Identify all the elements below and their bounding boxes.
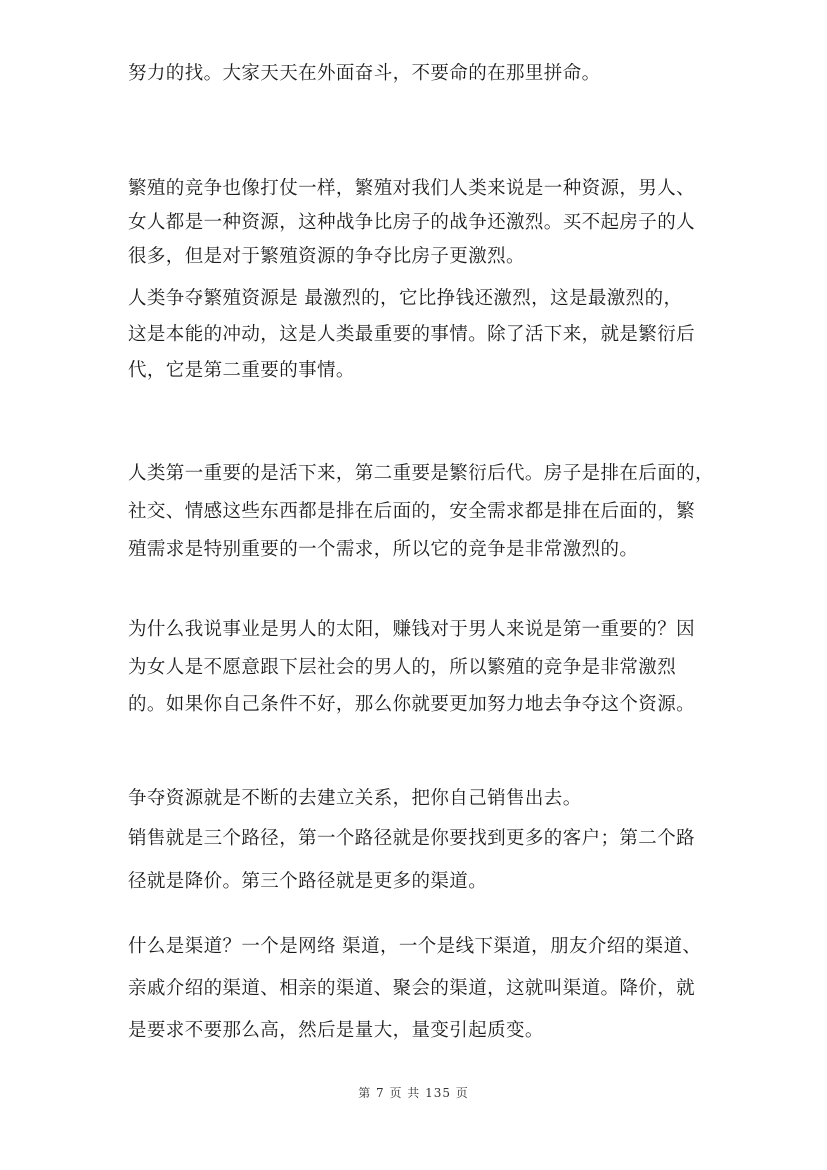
text-line: 争夺资源就是不断的去建立关系，把你自己销售出去。: [128, 788, 582, 809]
text-line: 人类争夺繁殖资源是 最激烈的，它比挣钱还激烈，这是最激烈的，: [128, 288, 683, 309]
text-line: 这是本能的冲动，这是人类最重要的事情。除了活下来，就是繁衍后: [128, 324, 696, 345]
text-line: 销售就是三个路径，第一个路径就是你要找到更多的客户；第二个路: [128, 828, 696, 849]
text-line: 亲戚介绍的渠道、相亲的渠道、聚会的渠道，这就叫渠道。降价，就: [128, 978, 696, 999]
text-line: 社交、情感这些东西都是排在后面的，安全需求都是排在后面的，繁: [128, 501, 696, 522]
text-line: 是要求不要那么高，然后是量大，量变引起质变。: [128, 1020, 544, 1041]
page-footer: 第 7 页 共 135 页: [358, 1086, 469, 1100]
text-line: 径就是降价。第三个路径就是更多的渠道。: [128, 871, 488, 892]
text-line: 人类第一重要的是活下来，第二重要是繁衍后代。房子是排在后面的，: [128, 463, 714, 484]
text-line: 很多，但是对于繁殖资源的争夺比房子更激烈。: [128, 246, 525, 267]
text-line: 什么是渠道？一个是网络 渠道，一个是线下渠道，朋友介绍的渠道、: [128, 936, 702, 957]
text-line: 代，它是第二重要的事情。: [128, 360, 355, 381]
text-line: 殖需求是特别重要的一个需求，所以它的竞争是非常激烈的。: [128, 539, 639, 560]
text-line: 为什么我说事业是男人的太阳，赚钱对于男人来说是第一重要的？因: [128, 619, 696, 640]
text-line: 的。如果你自己条件不好，那么你就要更加努力地去争夺这个资源。: [128, 694, 696, 715]
text-line: 努力的找。大家天天在外面奋斗，不要命的在那里拼命。: [128, 63, 601, 84]
text-line: 女人都是一种资源，这种战争比房子的战争还激烈。买不起房子的人: [128, 212, 696, 233]
text-line: 繁殖的竞争也像打仗一样，繁殖对我们人类来说是一种资源，男人、: [128, 178, 696, 199]
text-line: 为女人是不愿意跟下层社会的男人的，所以繁殖的竞争是非常激烈: [128, 657, 677, 678]
